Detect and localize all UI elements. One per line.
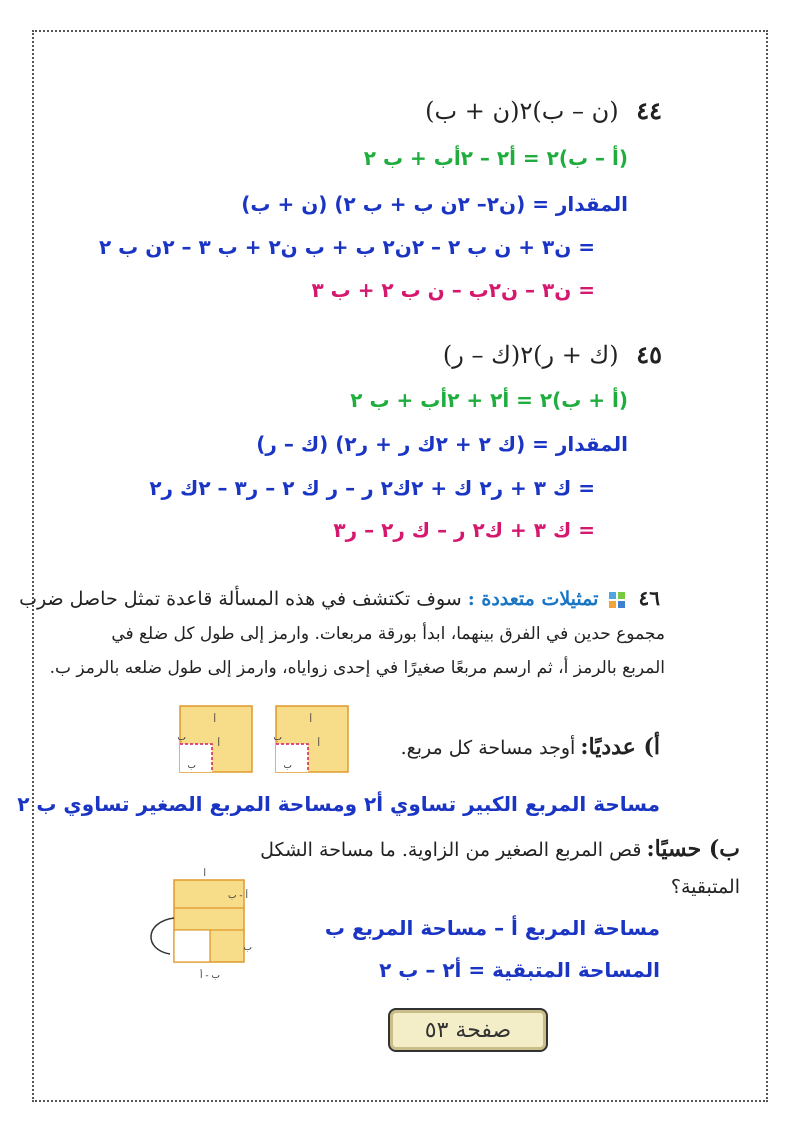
problem-46-line3: المربع بالرمز أ، ثم ارسم مربعًا صغيرًا في إحدى زواياه، وارمز إلى طول ضلعه بالرمز ب. [49, 658, 665, 678]
cut-label-b-minus-a: ب - أ [200, 971, 220, 981]
problem-46-line2: مجموع حدين في الفرق بينهما، ابدأ بورقة مربعات. وارمز إلى طول كل ضلع في [111, 624, 665, 644]
part-b-answer1: مساحة المربع أ – مساحة المربع ب [324, 916, 660, 940]
problem-45-heading [443, 340, 662, 369]
right-label-b-side: ب [273, 733, 282, 743]
part-b-answer2: المساحة المتبقية = أ٢ – ب ٢ [379, 958, 660, 982]
problem-46-number: ٤٦ [638, 586, 660, 610]
square-left [178, 706, 252, 772]
cut-square-figure [140, 868, 280, 984]
problem-45-step1: المقدار = (ك ٢ + ٢ك ر + ر٢) (ك – ر) [256, 432, 628, 456]
left-label-a-mid: أ [217, 739, 220, 749]
part-b-text2: المتبقية؟ [670, 876, 740, 898]
problem-45-identity: (أ + ب)٢ = أ٢ + ٢أب + ب ٢ [350, 388, 628, 412]
part-b [260, 836, 740, 862]
left-label-b-bottom: ب [187, 761, 196, 771]
problem-45-step2: = ك ٣ + ر٢ ك + ٢ك٢ ر – ر ك ٢ – ر٣ – ٢ك ر٢ [149, 476, 595, 500]
squares-figure [170, 700, 358, 778]
right-label-a-top: أ [309, 715, 312, 725]
left-label-a-top: أ [213, 715, 216, 725]
part-b-text1: قص المربع الصغير من الزاوية. ما مساحة الشكل [260, 839, 642, 861]
cut-label-a-minus-b: أ - ب [228, 891, 248, 901]
problem-44-identity: (أ – ب)٢ = أ٢ – ٢أب + ب ٢ [363, 146, 628, 170]
part-a-text: أوجد مساحة كل مربع. [400, 737, 576, 759]
problem-44-number: ٤٤ [636, 96, 662, 125]
arrow-curve [151, 918, 174, 954]
problem-46-text1: سوف تكتشف في هذه المسألة قاعدة تمثل حاصل ضرب [19, 588, 462, 610]
problem-46-heading: تمثيلات متعددة : [467, 588, 599, 610]
part-a [401, 734, 660, 760]
problem-45-result: = ك ٣ + ك٢ ر – ك ر٢ – ر٣ [333, 518, 595, 542]
problem-45-expression: (ك + ر)٢(ك – ر) [442, 341, 619, 369]
problem-44-heading [425, 96, 662, 125]
part-b-label: ب) حسيًا: [646, 836, 740, 862]
cut-label-b: ب [243, 943, 252, 953]
left-label-b-side: ب [177, 733, 186, 743]
problem-44-step1: المقدار = (ن٢– ٢ن ب + ب ٢) (ن + ب) [241, 192, 628, 216]
puzzle-icon [598, 588, 626, 610]
right-label-b-bottom: ب [283, 761, 292, 771]
part-a-answer: مساحة المربع الكبير تساوي أ٢ ومساحة المربع الصغير تساوي ب ٢ [17, 792, 660, 816]
problem-45-number: ٤٥ [636, 340, 662, 369]
cut-label-a: أ [203, 869, 206, 879]
problem-44-expression: (ن – ب)٢(ن + ب) [425, 97, 619, 125]
problem-44-step2: = ن٣ + ن ب ٢ – ٢ن٢ ب + ب ن٢ + ب ٣ – ٢ن ب ٢ [99, 235, 595, 259]
square-right [274, 706, 348, 772]
page-number-badge: صفحة ٥٣ [388, 1008, 548, 1052]
part-a-label: أ) عدديًا: [580, 734, 660, 760]
problem-46-line1 [19, 586, 660, 610]
right-label-a-mid: أ [317, 739, 320, 749]
problem-44-result: = ن٣ – ن٢ب – ن ب ٢ + ب ٣ [311, 278, 595, 302]
